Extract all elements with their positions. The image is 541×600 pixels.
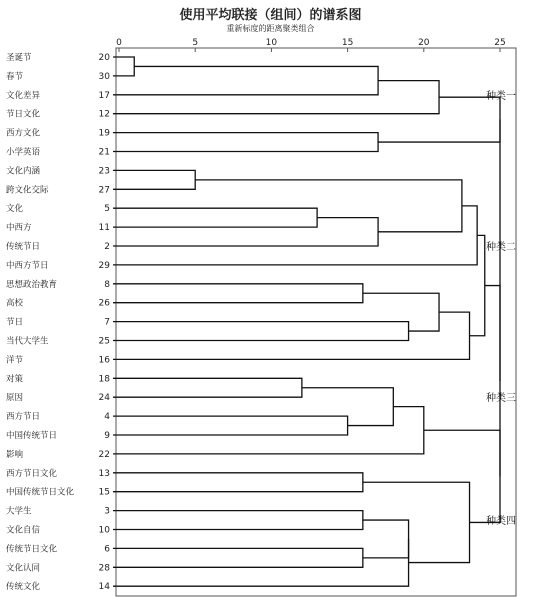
dendrogram-link	[113, 407, 424, 454]
cluster-labels	[486, 89, 516, 527]
dendrogram-link	[424, 430, 500, 522]
leaf-name-label: 文化自信	[6, 525, 41, 536]
x-tick-label: 10	[265, 38, 278, 48]
leaf-case-number: 18	[98, 374, 110, 385]
dendrogram-link	[113, 170, 195, 189]
leaf-case-number: 14	[98, 582, 110, 593]
leaf-case-number: 16	[98, 355, 110, 366]
leaf-case-number: 12	[98, 109, 110, 120]
leaf-name-label: 中西方	[6, 223, 32, 234]
leaf-name-label: 中国传统节日文化	[6, 487, 75, 498]
leaf-case-number: 15	[98, 487, 110, 498]
leaf-name-label: 节日文化	[6, 109, 41, 120]
leaf-name-label: 中国传统节日	[6, 431, 58, 441]
dendrogram-link	[113, 378, 302, 397]
dendrogram-link	[113, 66, 378, 94]
leaf-name-label: 原因	[6, 393, 24, 404]
leaf-case-number: 30	[98, 71, 110, 82]
x-tick-label: 15	[341, 38, 354, 48]
cluster-label: 种类二	[486, 242, 516, 253]
x-tick-label: 25	[494, 38, 506, 48]
dendrogram-link	[113, 548, 363, 567]
chart-title: 使用平均联接（组间）的谱系图	[179, 8, 362, 23]
leaf-case-number: 6	[104, 544, 110, 555]
dendrogram-link	[195, 180, 462, 232]
leaf-name-label: 大学生	[6, 506, 32, 517]
leaf-name-label: 传统节日	[6, 242, 41, 252]
leaf-name-label: 洋节	[6, 355, 24, 366]
leaf-name-label: 西方节日	[6, 412, 41, 423]
leaf-case-number: 9	[104, 431, 110, 441]
leaf-case-number: 24	[98, 393, 110, 404]
leaf-case-number: 3	[104, 506, 110, 517]
cluster-label: 种类一	[486, 90, 516, 102]
leaf-case-number: 5	[104, 204, 110, 215]
dendrogram-link	[113, 218, 378, 246]
dendrogram-link	[113, 416, 348, 435]
dendrogram-link	[113, 284, 363, 303]
leaf-name-label: 文化差异	[6, 90, 41, 101]
dendrogram-link	[113, 539, 409, 586]
x-tick-label: 20	[418, 38, 430, 48]
x-tick-label: 5	[192, 38, 199, 48]
leaf-case-number: 17	[98, 90, 110, 101]
leaf-name-label: 跨文化交际	[6, 185, 49, 196]
leaf-name-label: 传统节日文化	[6, 544, 58, 555]
x-tick-label: 0	[116, 38, 122, 48]
x-axis	[116, 38, 506, 52]
cluster-label: 种类四	[486, 516, 516, 528]
dendrogram-link	[363, 293, 439, 331]
dendrogram-link	[363, 520, 409, 558]
leaf-case-number: 21	[98, 147, 110, 158]
leaf-name-label: 思想政治教育	[6, 279, 58, 290]
leaf-name-label: 节日	[6, 317, 24, 328]
leaf-name-label: 文化内涵	[6, 166, 41, 177]
leaf-case-number: 2	[104, 242, 110, 252]
leaf-case-number: 20	[98, 53, 110, 63]
leaf-name-label: 对策	[6, 374, 24, 385]
dendrogram-links	[113, 57, 500, 586]
cluster-label: 种类三	[486, 393, 516, 405]
leaf-case-number: 26	[98, 298, 110, 309]
leaf-name-label: 传统文化	[6, 582, 41, 593]
dendrogram-link	[113, 312, 470, 359]
leaf-case-number: 27	[98, 185, 110, 196]
leaf-name-label: 圣诞节	[6, 53, 32, 63]
leaf-name-label: 当代大学生	[6, 336, 49, 347]
leaf-name-label: 中西方节日	[6, 260, 49, 271]
leaf-case-number: 22	[98, 449, 110, 460]
leaf-name-label: 影响	[6, 449, 24, 460]
leaf-case-number: 28	[98, 563, 110, 574]
leaf-name-label: 文化	[6, 204, 24, 215]
leaf-case-number: 25	[98, 336, 110, 347]
dendrogram-link	[113, 473, 363, 492]
leaf-case-number: 23	[98, 166, 110, 177]
leaf-name-label: 西方文化	[6, 128, 41, 139]
leaf-name-label: 春节	[6, 71, 24, 82]
dendrogram-link	[485, 286, 500, 477]
leaf-name-label: 高校	[6, 298, 24, 309]
dendrogram-link	[113, 511, 363, 530]
leaf-case-number: 11	[98, 223, 110, 234]
dendrogram-link	[113, 322, 409, 341]
leaf-case-number: 10	[98, 525, 110, 536]
leaf-labels	[6, 52, 110, 592]
leaf-name-label: 小学英语	[6, 147, 41, 158]
dendrogram-link	[363, 482, 470, 562]
dendrogram-link	[113, 81, 439, 114]
leaf-name-label: 西方节日文化	[6, 468, 58, 479]
dendrogram-link	[113, 206, 477, 265]
dendrogram-link	[113, 208, 317, 227]
leaf-case-number: 29	[98, 260, 110, 271]
leaf-case-number: 19	[98, 128, 110, 139]
leaf-name-label: 文化认同	[6, 563, 41, 574]
leaf-case-number: 8	[104, 279, 110, 290]
chart-subtitle: 重新标度的距离聚类组合	[226, 24, 315, 33]
dendrogram-link	[113, 133, 378, 152]
leaf-case-number: 4	[104, 412, 110, 423]
leaf-case-number: 13	[98, 468, 110, 479]
leaf-case-number: 7	[104, 317, 110, 328]
